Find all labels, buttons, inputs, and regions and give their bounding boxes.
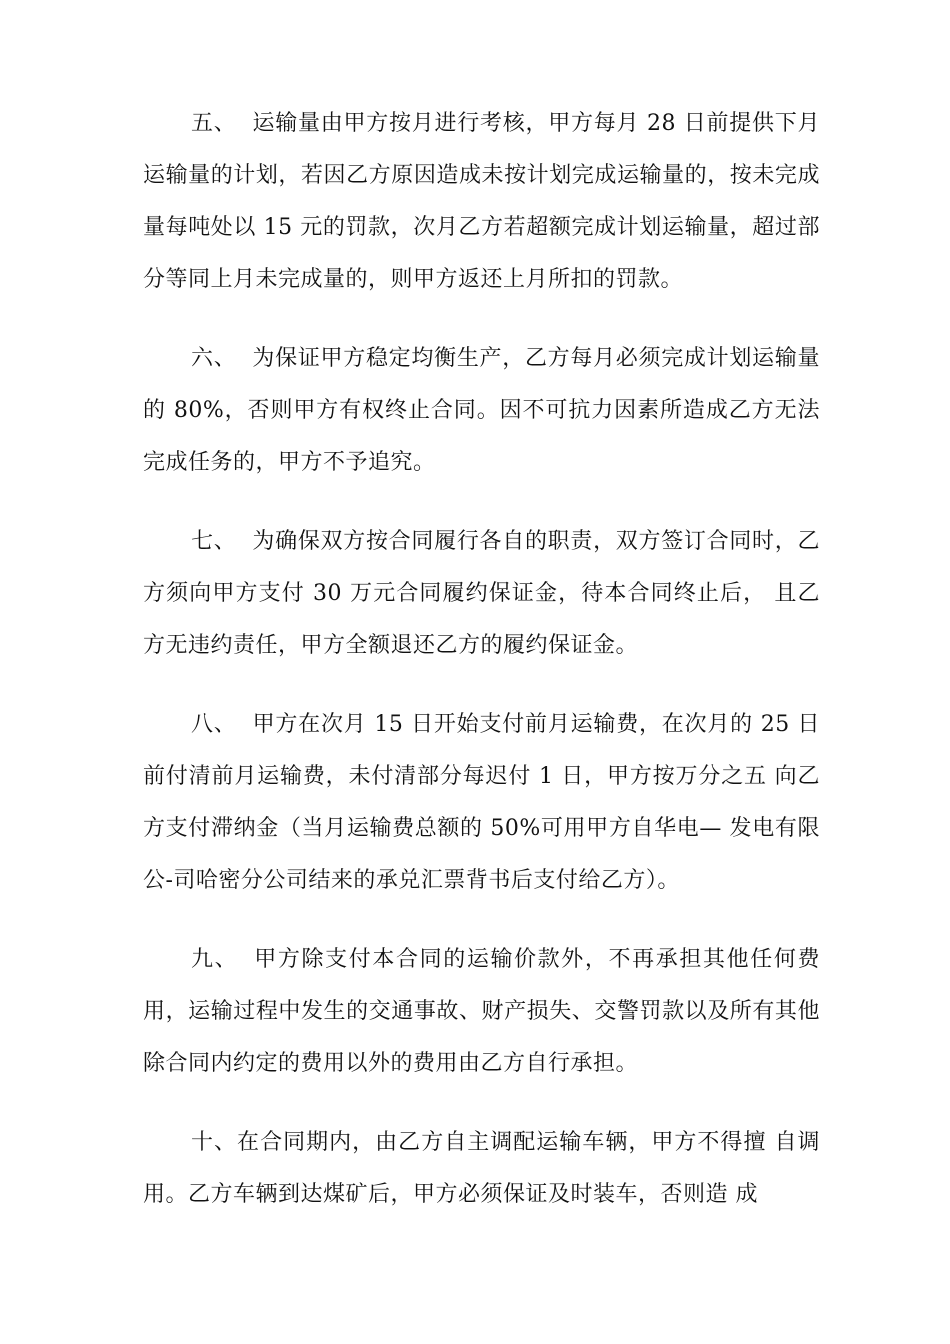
clause-7 xyxy=(143,516,820,672)
clause-6 xyxy=(143,333,820,489)
clause-10-number: 十、 xyxy=(191,1130,238,1155)
clause-9-number: 九、 xyxy=(191,947,239,972)
clause-7-number: 七、 xyxy=(191,529,237,554)
clause-5 xyxy=(143,98,820,306)
clause-5-number: 五、 xyxy=(191,111,237,136)
clause-8-number: 八、 xyxy=(191,712,237,737)
clause-7-text: 为确保双方按合同履行各自的职责，双方签订合同时，乙方须向甲方支付 30 万元合同履约保证金，待本合同终止后， 且乙方无违约责任，甲方全额退还乙方的履约保证金。 xyxy=(143,529,820,658)
clause-9 xyxy=(143,934,820,1090)
clause-6-number: 六、 xyxy=(191,346,237,371)
clause-8-text: 甲方在次月 15 日开始支付前月运输费，在次月的 25 日前付清前月运输费，未付清部分每迟付 1 日，甲方按万分之五 向乙方支付滞纳金（当月运输费总额的 50%可用甲方自华电— 发电有限公-司哈密分公司结来的承兑汇票背书后支付给乙方）。 xyxy=(143,712,820,893)
clause-10 xyxy=(143,1117,820,1221)
clause-10-text: 在合同期内，由乙方自主调配运输车辆，甲方不得擅 自调用。乙方车辆到达煤矿后，甲方必须保证及时装车，否则造 成 xyxy=(143,1130,820,1207)
clause-9-text: 甲方除支付本合同的运输价款外，不再承担其他任何费用，运输过程中发生的交通事故、财产损失、交警罚款以及所有其他除合同内约定的费用以外的费用由乙方自行承担。 xyxy=(143,947,820,1076)
clause-6-text: 为保证甲方稳定均衡生产，乙方每月必须完成计划运输量的 80%，否则甲方有权终止合同。因不可抗力因素所造成乙方无法完成任务的，甲方不予追究。 xyxy=(143,346,820,475)
clause-5-text: 运输量由甲方按月进行考核，甲方每月 28 日前提供下月运输量的计划，若因乙方原因造成未按计划完成运输量的，按未完成量每吨处以 15 元的罚款，次月乙方若超额完成计划运输量，超过部分等同上月未完成量的，则甲方返还上月所扣的罚款。 xyxy=(143,111,820,292)
clause-8 xyxy=(143,699,820,907)
